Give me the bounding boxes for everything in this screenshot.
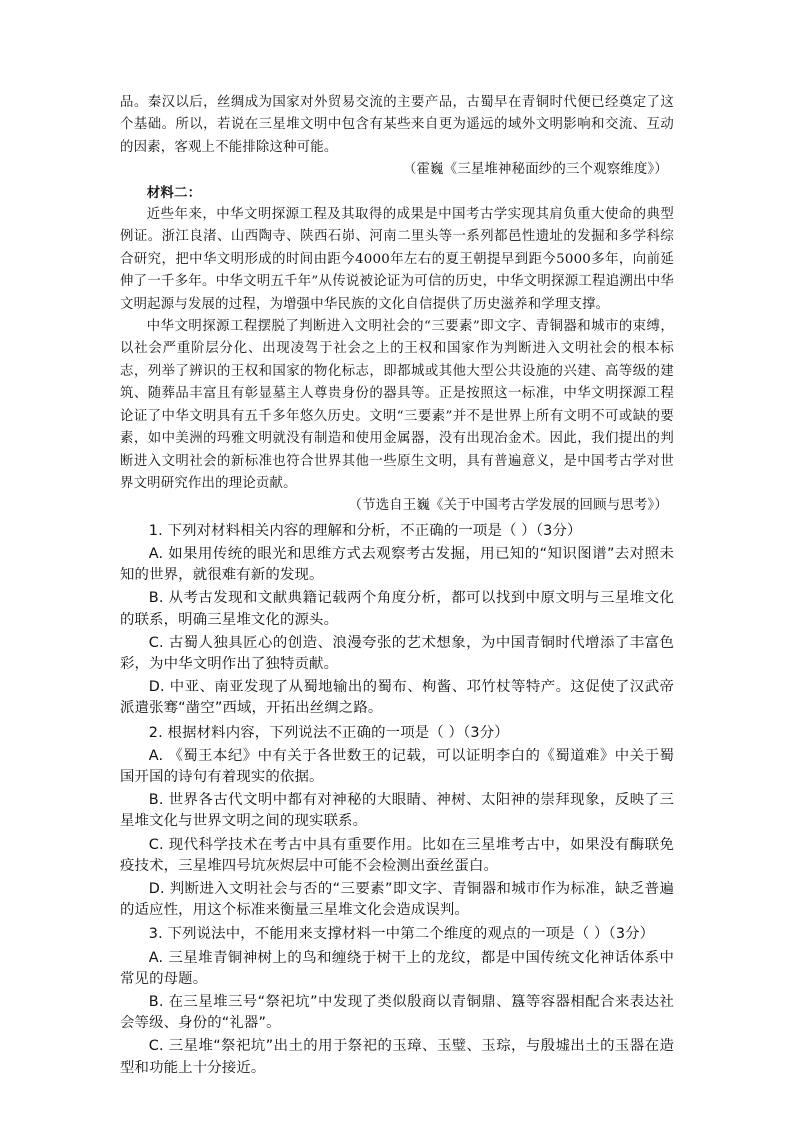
material-one-tail-text: 品。秦汉以后，丝绸成为国家对外贸易交流的主要产品，古蜀早在青铜时代便已经奠定了这个基础。所以，若说在三星堆文明中包含有某些来自更为遥远的域外文明影响和交流、互动的因素，客观上不能排除这种可能。	[120, 95, 674, 155]
question-3-option-b: B. 在三星堆三号“祭祀坑”中发现了类似殷商以青铜鼎、簋等容器相配合来表达社会等级、身份的“礼器”。	[120, 993, 674, 1032]
question-1-option-a: A. 如果用传统的眼光和思维方式去观察考古发掘，用已知的“知识图谱”去对照未知的世界，就很难有新的发现。	[120, 545, 674, 584]
question-1-option-b: B. 从考古发现和文献典籍记载两个角度分析，都可以找到中原文明与三星堆文化的联系，明确三星堆文化的源头。	[120, 590, 674, 628]
question-3-stem: 3. 下列说法中，不能用来支撑材料一中第二个维度的观点的一项是（ ）（3分）	[148, 926, 655, 943]
question-3	[120, 924, 674, 1078]
material-two-paragraph-1: 近些年来，中华文明探源工程及其取得的成果是中国考古学实现其肩负重大使命的典型例证。浙江良渚、山西陶寺、陕西石峁、河南二里头等一系列都邑性遗址的发掘和多学科综合研究，把中华文明形成的时间由距今4000年左右的夏王朝提早到距今5000多年，向前延伸了一千多年。中华文明五千年”从传说被论证为可信的历史，中华文明探源工程追溯出中华文明起源与发展的过程，为增强中华民族的文化自信提供了历史滋养和学理支撑。	[120, 207, 674, 312]
material-two-heading: 材料二：	[146, 184, 202, 201]
question-2-option-a: A. 《蜀王本纪》中有关于各世数王的记载，可以证明李白的《蜀道难》中关于蜀国开国的诗句有着现实的依据。	[120, 747, 674, 785]
material-two-source: （节选自王巍《关于中国考古学发展的回顾与思考》）	[348, 498, 668, 514]
question-1	[120, 521, 674, 720]
question-2-option-b: B. 世界各古代文明中都有对神秘的大眼睛、神树、太阳神的崇拜现象，反映了三星堆文化与世界文明之间的现实联系。	[120, 792, 674, 830]
material-one-tail	[120, 92, 674, 182]
question-2-stem: 2. 根据材料内容，下列说法不正确的一项是（ ）（3分）	[148, 724, 509, 741]
exam-page	[120, 92, 674, 1079]
questions-section	[120, 521, 674, 1079]
material-one-source: （霍巍《三星堆神秘面纱的三个观察维度》）	[402, 162, 668, 178]
question-1-stem: 1. 下列对材料相关内容的理解和分析，不正确的一项是（ ）（3分）	[148, 522, 582, 539]
material-two	[120, 182, 674, 518]
material-two-paragraph-2: 中华文明探源工程摆脱了判断进入文明社会的“三要素”即文字、青铜器和城市的束缚，以社会严重阶层分化、出现凌驾于社会之上的王权和国家作为判断进入文明社会的根本标志，列举了辨识的王权和国家的物化标志，即都城或其他大型公共设施的兴建、高等级的建筑、随葬品丰富且有彰显墓主人尊贵身份的器具等。正是按照这一标准，中华文明探源工程论证了中华文明具有五千多年悠久历史。文明“三要素”并不是世界上所有文明不可或缺的要素，如中美洲的玛雅文明就没有制造和使用金属器，没有出现冶金术。因此，我们提出的判断进入文明社会的新标准也符合世界其他一些原生文明，具有普遍意义，是中国考古学对世界文明研究作出的理论贡献。	[120, 319, 674, 491]
question-3-option-c: C. 三星堆“祭祀坑”出土的用于祭祀的玉璋、玉璧、玉琮，与殷墟出土的玉器在造型和功能上十分接近。	[120, 1038, 674, 1076]
question-3-option-a: A. 三星堆青铜神树上的鸟和缠绕于树干上的龙纹，都是中国传统文化神话体系中常见的母题。	[120, 949, 674, 987]
question-1-option-c: C. 古蜀人独具匠心的创造、浪漫夸张的艺术想象，为中国青铜时代增添了丰富色彩，为中华文明作出了独特贡献。	[120, 634, 674, 672]
question-2-option-d: D. 判断进入文明社会与否的“三要素”即文字、青铜器和城市作为标准，缺乏普遍的适应性，用这个标准来衡量三星堆文化会造成误判。	[120, 880, 674, 919]
question-2-option-c: C. 现代科学技术在考古中具有重要作用。比如在三星堆考古中，如果没有酶联免疫技术，三星堆四号坑灰烬层中可能不会检测出蚕丝蛋白。	[120, 836, 674, 874]
question-2	[120, 723, 674, 922]
question-1-option-d: D. 中亚、南亚发现了从蜀地输出的蜀布、枸酱、邛竹杖等特产。这促使了汉武帝派遣张骞“凿空”西域，开拓出丝绸之路。	[120, 679, 674, 717]
